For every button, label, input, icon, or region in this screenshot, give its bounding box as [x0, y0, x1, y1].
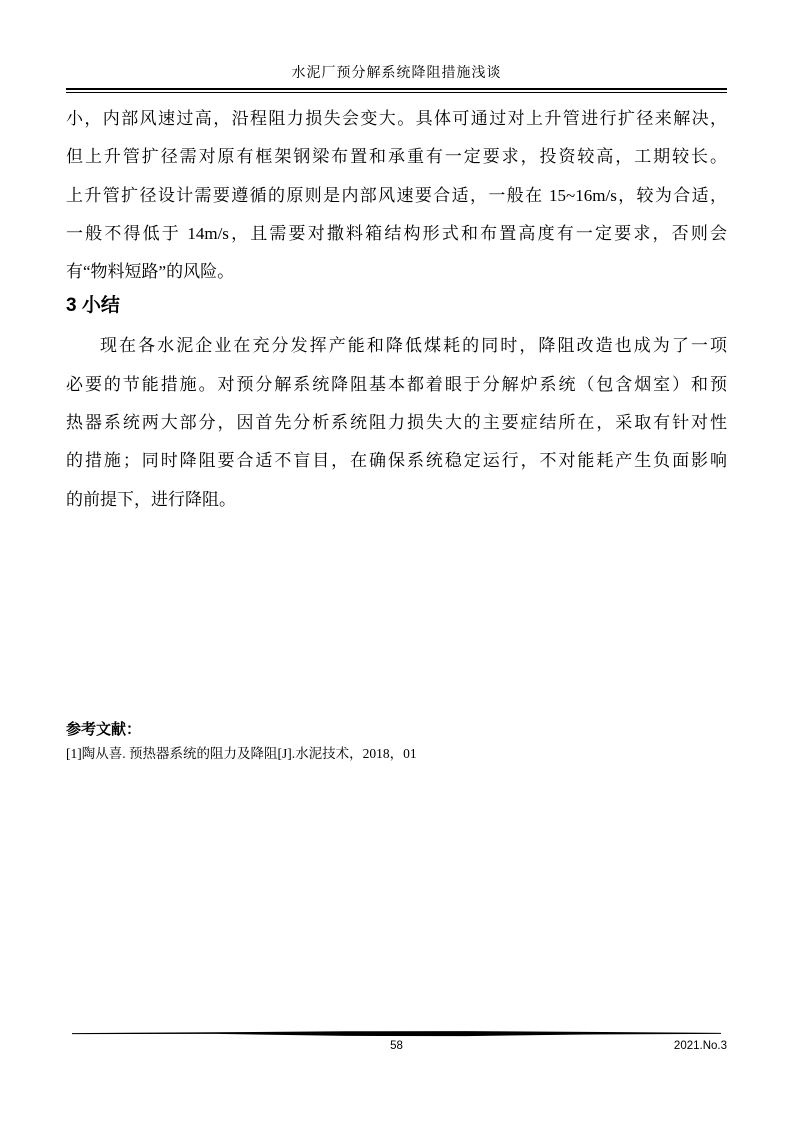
running-header-title: 水泥厂预分解系统降阻措施浅谈: [291, 66, 502, 81]
paragraph-2: [66, 327, 727, 518]
section-heading: 3 小结: [66, 295, 120, 317]
paragraph-1: [66, 100, 727, 291]
paragraph-line: 有“物料短路”的风险。: [66, 262, 235, 282]
reference-item: [1]陶从喜. 预热器系统的阻力及降阻[J].水泥技术，2018，01: [66, 745, 417, 761]
footer-row: [66, 1038, 727, 1054]
paragraph-line: 必要的节能措施。对预分解系统降阻基本都着眼于分解炉系统（包含烟室）和预: [66, 374, 727, 394]
footer-rule: [66, 1030, 727, 1038]
paragraph-line: 的前提下，进行降阻。: [66, 489, 236, 509]
paragraph-line: 上升管扩径设计需要遵循的原则是内部风速要合适，一般在 15~16m/s，较为合适，: [66, 185, 727, 205]
page-footer: [66, 1030, 727, 1054]
page-content: [66, 0, 727, 763]
issue-label: 2021.No.3: [673, 1040, 727, 1052]
paragraph-line: 小，内部风速过高，沿程阻力损失会变大。具体可通过对上升管进行扩径来解决，: [66, 109, 727, 128]
paragraph-line: 一般不得低于 14m/s，且需要对撒料箱结构形式和布置高度有一定要求，否则会: [66, 223, 727, 243]
page-number: 58: [390, 1040, 403, 1052]
paragraph-line: 热器系统两大部分，因首先分析系统阻力损失大的主要症结所在，采取有针对性: [66, 413, 727, 433]
paragraph-line: 的措施；同时降阻要合适不盲目，在确保系统稳定运行，不对能耗产生负面影响: [66, 451, 727, 471]
references-heading: 参考文献：: [66, 720, 142, 738]
paragraph-line: 但上升管扩径需对原有框架钢梁布置和承重有一定要求，投资较高，工期较长。: [66, 147, 727, 167]
paragraph-line: 现在各水泥企业在充分发挥产能和降低煤耗的同时，降阻改造也成为了一项: [100, 336, 727, 356]
header-rule: [66, 88, 727, 93]
